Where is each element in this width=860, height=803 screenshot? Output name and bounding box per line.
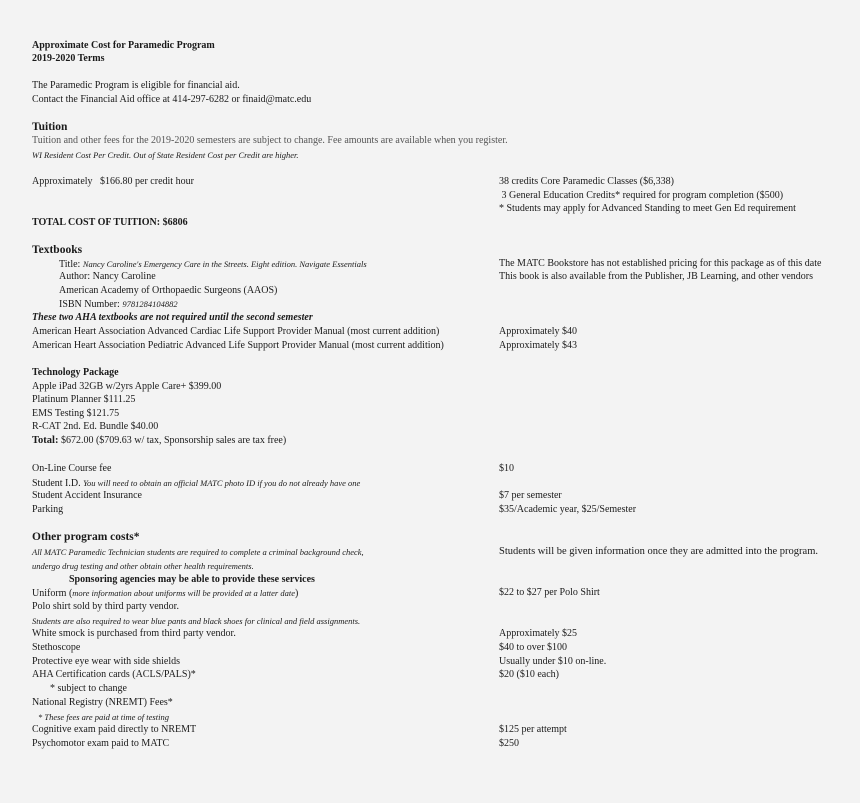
core-credits: 38 credits Core Paramedic Classes ($6,338) xyxy=(499,176,674,187)
resident-cost-note: WI Resident Cost Per Credit. Out of State Resident Cost per Credit are higher. xyxy=(32,150,299,160)
uniform-price: $22 to $27 per Polo Shirt xyxy=(499,587,600,598)
cognitive-exam-price: $125 per attempt xyxy=(499,724,567,735)
online-fee-label: On-Line Course fee xyxy=(32,463,112,474)
technology-heading: Technology Package xyxy=(32,367,119,378)
tuition-note: Tuition and other fees for the 2019-2020 semesters are subject to change. Fee amounts are available when you register. xyxy=(32,135,508,146)
aha-cards-label: AHA Certification cards (ACLS/PALS)* xyxy=(32,669,196,680)
online-fee-value: $10 xyxy=(499,463,514,474)
publisher-note: This book is also available from the Publisher, JB Learning, and other vendors xyxy=(499,271,813,282)
acls-manual-price: Approximately $40 xyxy=(499,326,578,337)
sponsoring-agencies-note: Sponsoring agencies may be able to provide these services xyxy=(69,574,315,585)
textbooks-heading: Textbooks xyxy=(32,244,83,256)
background-check-note: All MATC Paramedic Technician students are required to complete a criminal background check, xyxy=(32,547,364,557)
document-terms: 2019-2020 Terms xyxy=(32,53,105,64)
shoes-note: Students are also required to wear blue pants and black shoes for clinical and field assignments. xyxy=(32,616,361,626)
student-id-label: Student I.D. xyxy=(32,478,84,489)
parking-label: Parking xyxy=(32,504,64,515)
financial-aid-eligibility: The Paramedic Program is eligible for financial aid. xyxy=(32,80,240,91)
eyewear-label: Protective eye wear with side shields xyxy=(32,656,181,667)
parking-value: $35/Academic year, $25/Semester xyxy=(499,504,637,515)
eyewear-price: Usually under $10 on-line. xyxy=(499,656,607,667)
technology-total-label: Total: xyxy=(32,435,59,446)
subject-to-change-note: * subject to change xyxy=(50,683,127,694)
aha-cards-price: $20 ($10 each) xyxy=(499,669,559,680)
cognitive-exam-label: Cognitive exam paid directly to NREMT xyxy=(32,724,197,735)
gen-ed-credits: 3 General Education Credits* required for program completion ($500) xyxy=(499,190,784,201)
polo-shirt-note: Polo shirt sold by third party vendor. xyxy=(32,601,179,612)
textbook-author: Author: Nancy Caroline xyxy=(59,271,156,282)
uniform-close: ) xyxy=(295,588,299,599)
psychomotor-exam-label: Psychomotor exam paid to MATC xyxy=(32,738,170,749)
technology-item: R-CAT 2nd. Ed. Bundle $40.00 xyxy=(32,421,159,432)
tuition-total: TOTAL COST OF TUITION: $6806 xyxy=(32,217,188,228)
stethoscope-price: $40 to over $100 xyxy=(499,642,568,653)
technology-item: Apple iPad 32GB w/2yrs Apple Care+ $399.00 xyxy=(32,381,222,392)
document-title: Approximate Cost for Paramedic Program xyxy=(32,40,215,51)
smock-price: Approximately $25 xyxy=(499,628,578,639)
nremt-fees-label: National Registry (NREMT) Fees* xyxy=(32,697,173,708)
bookstore-note: The MATC Bookstore has not established pricing for this package as of this date xyxy=(499,258,822,269)
textbook-isbn xyxy=(59,298,178,311)
tuition-heading: Tuition xyxy=(32,121,68,133)
psychomotor-exam-price: $250 xyxy=(499,738,519,749)
acls-manual: American Heart Association Advanced Cardiac Life Support Provider Manual (most current addition) xyxy=(32,326,440,337)
credit-hour-cost: Approximately $166.80 per credit hour xyxy=(32,176,194,187)
textbook-title-label: Title: xyxy=(59,259,83,270)
student-id-note: You will need to obtain an official MATC photo ID if you do not already have one xyxy=(83,478,361,488)
aha-textbooks-note: These two AHA textbooks are not required until the second semester xyxy=(32,312,313,323)
insurance-label: Student Accident Insurance xyxy=(32,490,142,501)
health-requirements-note: undergo drug testing and other obtain other health requirements. xyxy=(32,561,254,571)
isbn-value: 9781284104882 xyxy=(122,299,178,309)
technology-item: Platinum Planner $111.25 xyxy=(32,394,136,405)
student-id xyxy=(32,477,360,490)
advanced-standing-note: * Students may apply for Advanced Standing to meet Gen Ed requirement xyxy=(499,203,796,214)
pals-manual: American Heart Association Pediatric Advanced Life Support Provider Manual (most current addition) xyxy=(32,340,444,351)
textbook-title-value: Nancy Caroline's Emergency Care in the Streets. Eight edition. Navigate Essentials xyxy=(82,259,367,269)
financial-aid-contact: Contact the Financial Aid office at 414-297-6282 or finaid@matc.edu xyxy=(32,94,312,105)
stethoscope-label: Stethoscope xyxy=(32,642,81,653)
technology-item: EMS Testing $121.75 xyxy=(32,408,120,419)
uniform xyxy=(32,587,298,600)
pals-manual-price: Approximately $43 xyxy=(499,340,578,351)
technology-total-value: $672.00 ($709.63 w/ tax, Sponsorship sales are tax free) xyxy=(58,435,287,446)
testing-fees-note: * These fees are paid at time of testing xyxy=(38,712,169,722)
uniform-note: more information about uniforms will be provided at a latter date xyxy=(72,588,296,598)
textbook-academy: American Academy of Orthopaedic Surgeons (AAOS) xyxy=(59,285,278,296)
uniform-label: Uniform ( xyxy=(32,588,73,599)
admitted-note: Students will be given information once they are admitted into the program. xyxy=(499,546,819,557)
textbook-title xyxy=(59,258,367,271)
technology-total xyxy=(32,435,286,447)
smock-label: White smock is purchased from third party vendor. xyxy=(32,628,236,639)
isbn-label: ISBN Number: xyxy=(59,299,123,310)
insurance-value: $7 per semester xyxy=(499,490,562,501)
other-costs-heading: Other program costs* xyxy=(32,531,140,543)
